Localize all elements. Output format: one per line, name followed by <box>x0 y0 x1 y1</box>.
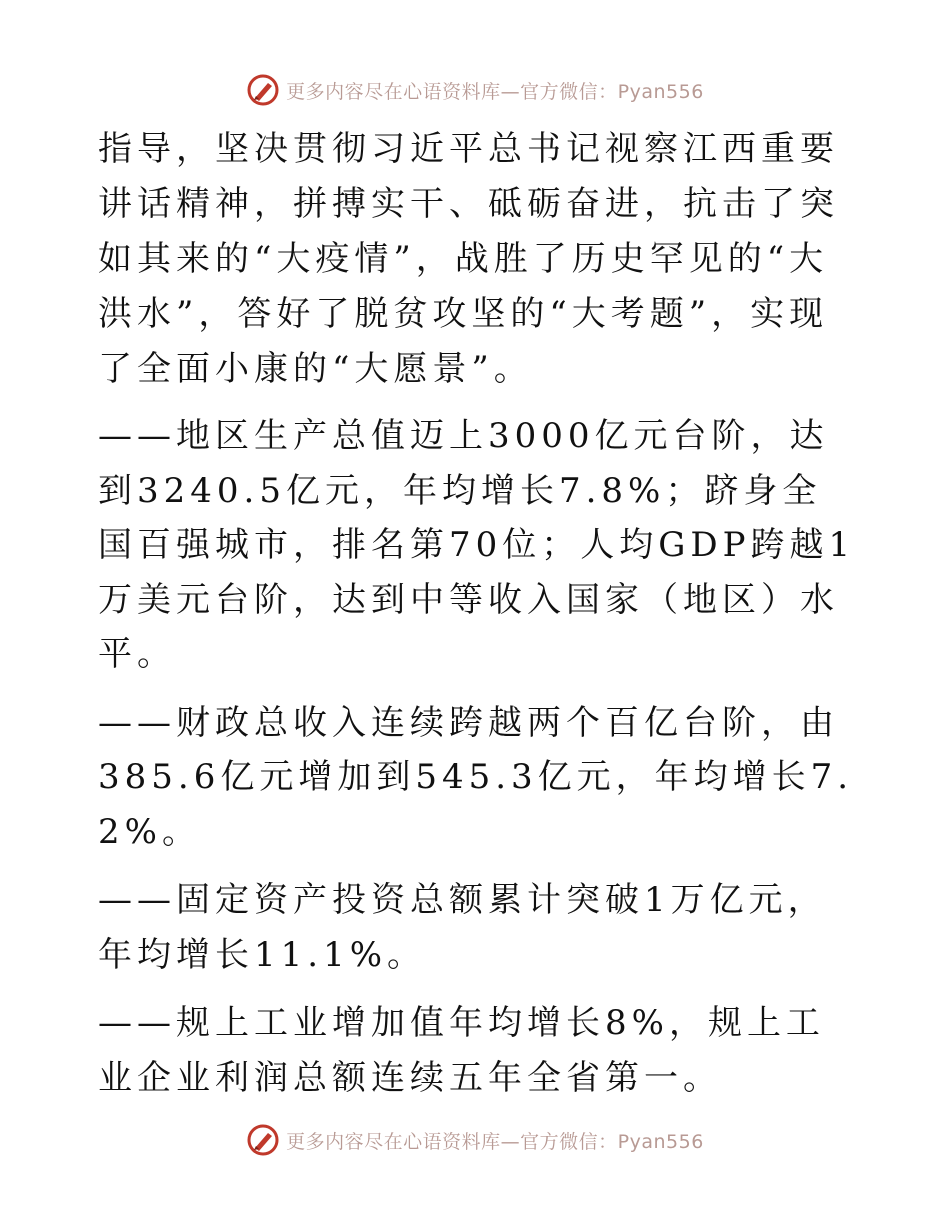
footer-banner <box>0 1120 950 1160</box>
footer-banner-text: 更多内容尽在心语资料库—官方微信：Pyan556 <box>286 1130 704 1153</box>
paragraph-fiscal-revenue: ——财政总收入连续跨越两个百亿台阶，由385.6亿元增加到545.3亿元，年均增长7.2%。 <box>98 702 854 852</box>
paragraph-industry: ——规上工业增加值年均增长8%，规上工业企业利润总额连续五年全省第一。 <box>98 1003 825 1098</box>
header-banner-text: 更多内容尽在心语资料库—官方微信：Pyan556 <box>286 80 704 103</box>
paragraph-gdp: ——地区生产总值迈上3000亿元台阶，达到3240.5亿元，年均增长7.8%；跻身全国百强城市，排名第70位；人均GDP跨越1万美元台阶，达到中等收入国家（地区）水平。 <box>98 416 856 674</box>
pen-logo-icon <box>246 1123 280 1157</box>
paragraph-intro: 指导，坚决贯彻习近平总书记视察江西重要讲话精神，拼搏实干、砥砺奋进，抗击了突如其来的“大疫情”，战胜了历史罕见的“大洪水”，答好了脱贫攻坚的“大考题”，实现了全面小康的“大愿景”。 <box>98 129 839 389</box>
paragraph-fixed-investment: ——固定资产投资总额累计突破1万亿元，年均增长11.1%。 <box>98 880 827 975</box>
header-banner <box>0 70 950 110</box>
pen-logo-icon <box>246 73 280 107</box>
document-body <box>98 122 858 1119</box>
